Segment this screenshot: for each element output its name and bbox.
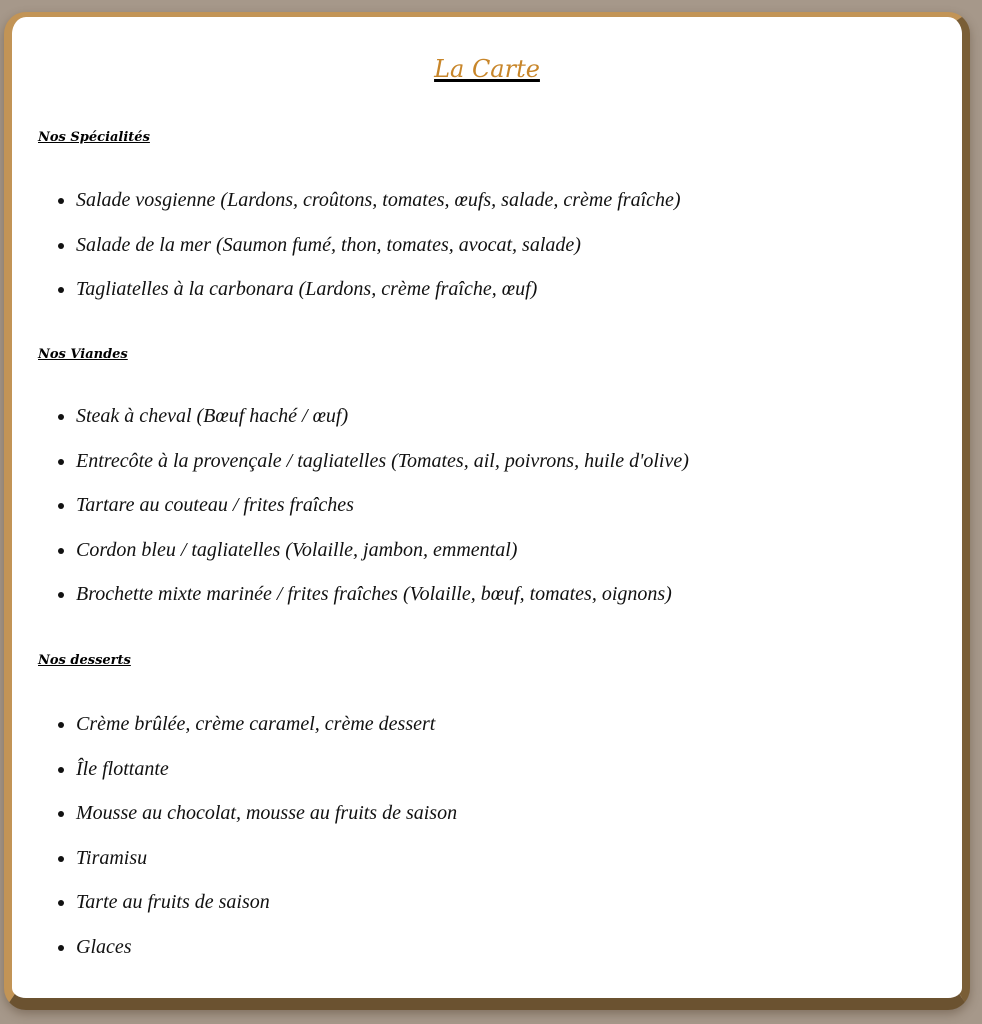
viandes-list bbox=[52, 401, 689, 624]
list-item: • Brochette mixte marinée / frites fraîches (Volaille, bœuf, tomates, oignons) bbox=[76, 579, 689, 624]
list-item: • Tiramisu bbox=[76, 843, 457, 888]
menu-card-frame bbox=[4, 12, 970, 1010]
list-item: • Cordon bleu / tagliatelles (Volaille, jambon, emmental) bbox=[76, 535, 689, 580]
list-item: • Glaces bbox=[76, 932, 457, 977]
section-heading-desserts: Nos desserts bbox=[38, 653, 131, 668]
list-item: • Entrecôte à la provençale / tagliatelles (Tomates, ail, poivrons, huile d'olive) bbox=[76, 446, 689, 491]
desserts-list bbox=[52, 709, 457, 977]
list-item: • Île flottante bbox=[76, 754, 457, 799]
list-item: • Tartare au couteau / frites fraîches bbox=[76, 490, 689, 535]
menu-card bbox=[12, 17, 962, 998]
list-item: • Crème brûlée, crème caramel, crème dessert bbox=[76, 709, 457, 754]
list-item: • Steak à cheval (Bœuf haché / œuf) bbox=[76, 401, 689, 446]
list-item: • Tarte au fruits de saison bbox=[76, 887, 457, 932]
list-item: • Tagliatelles à la carbonara (Lardons, crème fraîche, œuf) bbox=[76, 274, 681, 319]
section-heading-specialites: Nos Spécialités bbox=[38, 130, 150, 145]
specialites-list bbox=[52, 185, 681, 319]
section-heading-viandes: Nos Viandes bbox=[38, 347, 128, 362]
page-title: La Carte bbox=[434, 55, 540, 83]
list-item: • Mousse au chocolat, mousse au fruits de saison bbox=[76, 798, 457, 843]
list-item: • Salade vosgienne (Lardons, croûtons, tomates, œufs, salade, crème fraîche) bbox=[76, 185, 681, 230]
list-item: • Salade de la mer (Saumon fumé, thon, tomates, avocat, salade) bbox=[76, 230, 681, 275]
